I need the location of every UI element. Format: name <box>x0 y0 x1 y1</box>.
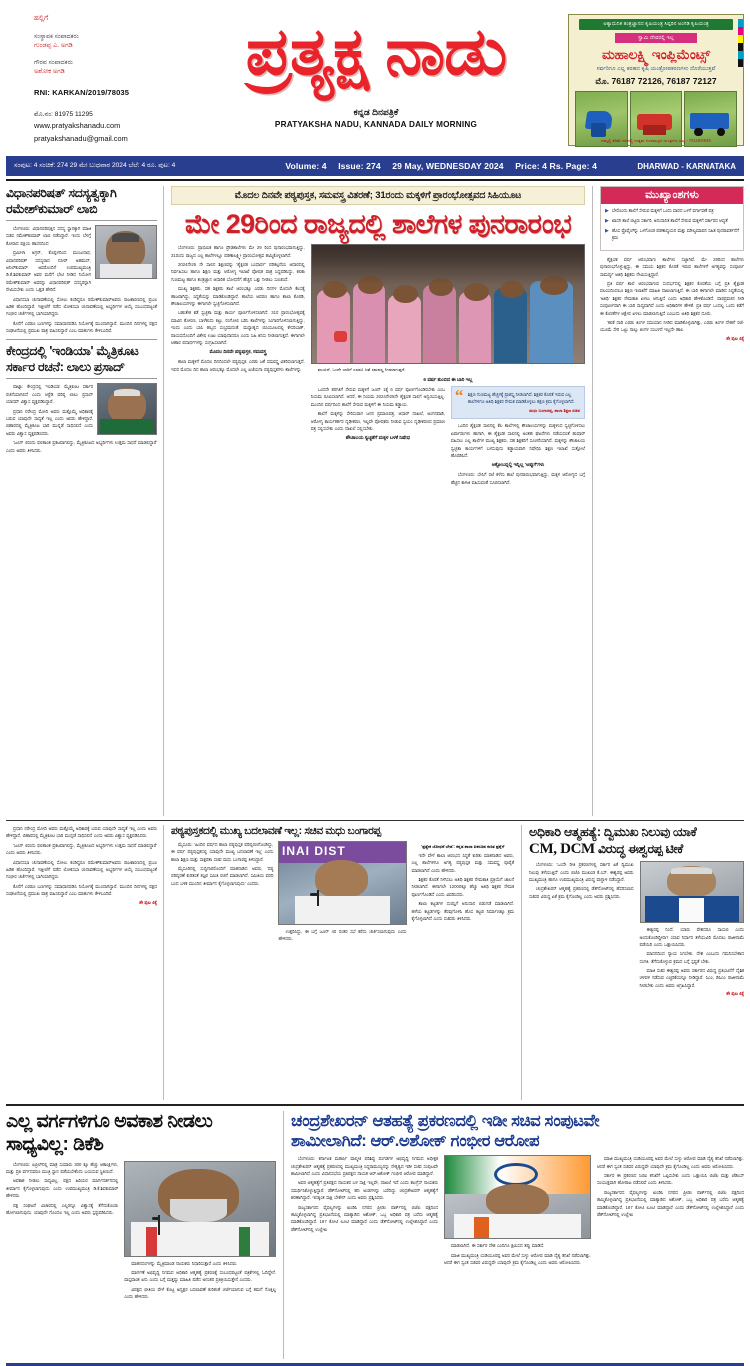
lead-story-columns <box>171 244 585 488</box>
ad-footer-text: ನಮ್ಮಲ್ಲಿ ಕಡಿಮೆ ದರದಲ್ಲಿ ಉತ್ತಮ ಗುಣಮಟ್ಟದ ಯಂತ್ರಗಳು ಲಭ್ಯ - 76119/6949 <box>601 138 711 143</box>
paragraph: ಮಾಜಿ ಸಚಿವ ಈಶ್ವರಪ್ಪ ಅವರು ಸರ್ಕಾರದ ವಿರುದ್ಧ ಪ್ರತಿಭಟನೆಗೆ ದೈಶಿಕ ಚಳವಳಿ ನಡೆಸುವ ಎಚ್ಚರಿಕೆಯನ್ನೂ ನೀಡಿದ್ದಾರೆ. ಸಿಎಂ, ಡಿಸಿಎಂ ರಾಜೀನಾಮೆ ನೀಡಬೇಕು ಎಂದು ಅವರು ಆಗ್ರಹಿಸಿದ್ದಾರೆ. <box>639 968 744 988</box>
continuation-marker: ಶೇ ಪುಟ 4ಕ್ಕೆ <box>139 899 157 905</box>
paragraph: 'ಜೂನ್ 4ರಂದು ಫಲಿತಾಂಶ ಪ್ರಕಟವಾಗಲಿದ್ದು, ಮೈತ್ರಿಕೂಟದ ಅಭ್ಯರ್ಥಿಗಳು ಉತ್ತಮ ಸಾಧನೆ ಮಾಡಲಿದ್ದಾರೆ' ಎಂದು ಅವರು ತಿಳಿಸಿದರು. <box>6 440 157 453</box>
rni-number: RNI: KARKAN/2019/78035 <box>34 88 130 98</box>
right-column <box>592 186 744 816</box>
story-ashok-headline-line2: ಶಾಮೀಲಾಗಿದೆ: ಆರ್.ಅಶೋಕ್ ಗಂಭೀರ ಆರೋಪ <box>291 1132 540 1151</box>
honorary-editor-label: ಗೌರವ ಸಂಪಾದಕರು <box>34 58 73 66</box>
paragraph: ಒಂದಿನ ಶೈಕ್ಷಣಿಕ ಸಾಲಿನಲ್ಲಿ ಕೆಲ ಶಾಲೆಗಳಲ್ಲಿ ಶೌಚಾಲಯಗಳನ್ನು ಮಕ್ಕಳಿಂದ ಸ್ವಚ್ಛಗೊಳಿಸಲು ಏರ್ಪಾಡುಗಳು ಹಾಗಾಗಿ, ಈ ಶೈಕ್ಷಣಿಕ ಸಾಲಿನಲ್ಲಿ ಅಂತಹ ಘಟನೆಗಳು ನಡೆಯದಂತೆ ಹುಷಾರ್ ವಹಿಸಲು ಎಲ್ಲ ಶಾಲೆಗಳ ಮುಖ್ಯ ಶಿಕ್ಷಕರು, ಸಹ ಶಿಕ್ಷಕರಿಗೆ ಸೂಚನೆಯಾಗಿದೆ. ಮಕ್ಕಳನ್ನು ಶೌಚಾಲಯ ಸ್ವಚ್ಛತಾ ಕಾರ್ಯಗಳಿಗೆ ಬಳಸುವುದು ಕಡ್ಡಾಯವಾಗಿ ನಿಷೇಧಿಸಿ ಶಿಕ್ಷಣ ಇಲಾಖೆ ಸುತ್ತೋಲೆ ಹೊರಡಿಸಿದೆ. <box>450 423 586 458</box>
paragraph: ಬೆಂಗಳೂರು: ಏಪ್ರಿಲ್‍ನಲ್ಲಿ ಮಾತ್ರ ಸುಮಾರು 300 ಕ್ಕೂ ಹೆಚ್ಚು ಆಕಾಂಕ್ಷಿಗಳು, ಮತ್ತು ಪ್ರತಿ ವರ್ಗದವರೂ ಮಂತ್ರಿ ಸ್ಥಾನ ಪಡೆಯಬೇಕೆಂದು ಬಯಸುವ ಸ್ಥಿತಿಯಿದೆ. <box>6 1161 119 1174</box>
lead-story[interactable] <box>164 186 592 816</box>
masthead-left-info <box>6 14 184 146</box>
contact-website[interactable]: www.pratyakshanadu.com <box>34 121 121 131</box>
list-item <box>605 208 739 215</box>
honorary-editor-name: ಅಶೋಕ ಅಗಡಿ <box>34 68 65 76</box>
photo-madhu-bangarappa: INAI DIST <box>278 841 406 925</box>
paragraph: ಬೆಂಗಳೂರು: ಕರ್ನಾಟಕ ಮಹರ್ಷಿ ವಾಲ್ಮೀಕಿ ಪರಿಶಿಷ್ಟ ಪಂಗಡಗಳ ಅಭಿವೃದ್ಧಿ ನಿಗಮದ ಅಧೀಕ್ಷಕ ಚಂದ್ರಶೇಖರನ್ ಆತ್ಮಹತ್ಯೆ ಪ್ರಕರಣದಲ್ಲಿ ಮುಖ್ಯಮಂತ್ರಿ ಸಿದ್ದರಾಮಯ್ಯನನ್ನು ನೇತೃತ್ವದ ಇಡೀ ಸಚಿವ ಸಂಪುಟವೇ ಶಾಮೀಲಾಗಿದೆ ಎಂದು ವಿಧಾನಸಭೆಯ ಪ್ರತಿಪಕ್ಷದ ನಾಯಕ ಆರ್.ಅಶೋಕ್ ಗಂಭೀರ ಆರೋಪ ಮಾಡಿದ್ದಾರೆ. <box>291 1156 438 1177</box>
paragraph: ರಾಜ್ಯಸರ್ಕಾರದ ವೈಫಲ್ಯಗಳನ್ನು ಖಂಡಿಸಿ ನಗರದ ಪ್ರೀಡಂ ಪಾರ್ಕ್‍ನಲ್ಲಿ ಬಿಜೆಪಿ ಪಕ್ಷದಿಂದ ಹಮ್ಮಿಕೊಳ್ಳಲಾಗಿದ್ದ ಪ್ರತಿಭಟನೆಯಲ್ಲಿ ಮಾತ್ಯಾಡಿದ ಅಶೋಕ್, ಒಬ್ಬ ಅಧಿಕಾರಿ ಪತ್ರ ಬರೆದು ಆತ್ಮಹತ್ಯೆ ಮಾಡಿಕೊಂಡಿದ್ದಾರೆ. 187 ಕೋಟಿ ಲೂಟಿ ಮಾಡಿದ್ದಾರೆ ಎಂದು ಡೆತ್‍ನೋಟ್‍ನಲ್ಲಿ ಉಲ್ಲೇಖಿಸಿದ್ದಾರೆ ಎಂದು ಡೆತ್‍ನೋಟ್‍ನಲ್ಲಿ ಉಲ್ಲೇಖ <box>291 1204 438 1232</box>
paragraph: ಒಂದನೇ ತರಗತಿಗೆ ಸೇರುವ ಮಕ್ಕಳಿಗೆ ಜೂನ್ 1ಕ್ಕೆ 6 ವರ್ಷ ಪೂರ್ಣಗೊಂಡಿರಬೇಕು ಎಂಬ ನಿಯಮ ರೂಪಿಸಲಾಗಿದೆ. ಆದರೆ, ಈ ನಿಯಮ 2024ನೇ25ನೇ ಶೈಕ್ಷಣಿಕ ಸಾಲಿಗೆ ಅನ್ವಯಿಸುತ್ತಿಲ್ಲ. ಮುಂದಿನ ವರ್ಷದಿಂದ ಶಾಲೆಗೆ ಸೇರುವ ಮಕ್ಕಳಿಗೆ ಈ ನಿಯಮ ಕಡ್ಡಾಯ. <box>310 386 445 407</box>
region-label: DHARWAD - KARNATAKA <box>637 161 736 171</box>
paragraph: ವಿಧಾನಸಭಾ ಚುನಾವಣೆಯಲ್ಲಿ ಸೋಲು ಕಂಡಿದ್ದರೂ ರಮೇಶ್‍ಕುಮಾರ್‍ಅವರು ರಾಜಕಾರಣದಲ್ಲಿ ಪ್ರಬಲ ಹಿಡಿತ ಹೊಂದಿದ್ದಾರೆ. ಇತ್ತೀಚೆಗೆ ನಡೆದ ಲೋಕಸಭಾ ಚುನಾವಣೆಯಲ್ಲಿ ಅಭ್ಯರ್ಥಿಗಳ ಆಯ್ಕೆ ಸಂಬಂಧಪಟ್ಟಂತೆ ಗಂಭೀರ ಚರ್ಚೆಗಳಲ್ಲಿ ಭಾಗಿಯಾಗಿದ್ದರು. <box>6 859 157 880</box>
date-label: 29 May, WEDNESDAY 2024 <box>392 161 504 171</box>
photo-caption: ಮಾತನದಂಗಳನ್ನು ಮೈತ್ರಿಮಾಂಡ ನಾಯಕರು ನಿಧಾರಿಸುತ್ತಾರೆ ಎಂದು ತಿಳಿಸಿದರು. <box>131 1260 238 1266</box>
paragraph: ಕೊನೆಗೆ ಎರಡೂ ಬಣಗಳನ್ನು ಸಮಾಧಾನಪಡಿಸಿ ನಿಯೋಗಕ್ಕೆ ಮುಂದಾಗಿದ್ದಾರೆ. ಮುಂದಿನ ದಿನಗಳಲ್ಲಿ ಪಕ್ಷದ ಸಂಘಟನೆಯಲ್ಲಿ ಪ್ರಮುಖ ಪಾತ್ರ ವಹಿಸಲಿದ್ದಾರೆ ಎಂಬ ಮಾತುಗಳು ಕೇಳಿಬಂದಿವೆ. <box>6 883 157 897</box>
list-item <box>605 218 739 225</box>
paragraph: ಮುಖ್ಯ ಶಿಕ್ಷಕರು, ಸಹ ಶಿಕ್ಷಕರು ಶಾಲೆ ಆರಂಭಕ್ಕೂ ಎರಡು ದಿನಗಳ ಮೊದಲೇ ಕೆಲಸಕ್ಕೆ ಹಾಜರಾಗಿದ್ದು, ಸಿದ್ಧತೆಯನ್ನು ಮಾಡಿಕೊಂಡಿದ್ದಾರೆ. ಶಾಲೆಯ ಆವರಣ ಹಾಗೂ ಶಾಲಾ ಕೊಠಡಿ, ಶೌಚಾಲಯಗಳನ್ನು ಈಗಾಗಲೇ ಸ್ವಚ್ಛಗೊಳಿಸಲಾಗಿದೆ. <box>171 286 305 306</box>
paragraph: ಶೈಕ್ಷಣಿಕ ವರ್ಷ ಆರಂಭವಾಗು ಶಾಲೆಗಳು ಸಜ್ಜಾಗಿವೆ. ಮೇ 29ರಿಂದ ಶಾಲೆಗಳು ಪುನಾರಂಭಗೊಳ್ಳುತ್ತಿದ್ದು, ಈ ಸಮಯ ಶಿಕ್ಷಕರ ಕೊರತೆ ಇರುವ ಶಾಲೆಗಳಿಗೆ ಅಗತ್ಯವನ್ನು ಸಂಪೂರ್ಣ ಸಾಮರ್ಥ್ಯ ಅತಿಥಿ ಶಿಕ್ಷಕರು ನೇಮಿಸುತ್ತಿದ್ದಾರೆ. <box>600 256 744 277</box>
photo-school-children <box>311 244 585 364</box>
paragraph: ಪ್ರಧಾನಿ ನರೇಂದ್ರ ಮೋದಿ ಅವರು ಮತ್ತೊಮ್ಮೆ ಅಧಿಕಾರಕ್ಕೆ ಬರುವ ಯಾವುದೇ ಸಾಧ್ಯತೆ ಇಲ್ಲ ಎಂದು ಅವರು ಹೇಳಿದ್ದಾರೆ. ಬಿಹಾರದಲ್ಲಿ ಮೈತ್ರಿಕೂಟ ಭಾರಿ ಮುನ್ನಡೆ ಸಾಧಿಸಲಿದೆ ಎಂದು ಅವರು ವಿಶ್ವಾಸ ವ್ಯಕ್ತಪಡಿಸಿದರು. <box>6 408 93 436</box>
lead-story-kicker: ಮೊದಲ ದಿನವೇ ಪಠ್ಯಪುಸ್ತಕ, ಸಮವಸ್ತ್ರ ವಿತರಣೆ; 31ರಂದು ಮಕ್ಕಳಿಗೆ ಪ್ರಾರಂಭೋತ್ಸವದ ಸಿಹಿಯೂಟ <box>171 186 585 205</box>
photo-caption: ಉತ್ತರಿಸಿದ್ದು, ಈ ಬಗ್ಗೆ ಜೂನ್ 4ರ ನಂತರ ಸಭೆ ಕರೆದು ಚರ್ಚಿಸಲಾಗುವುದು ಎಂದು ಹೇಳಿದರು. <box>278 928 407 942</box>
ad-phone-number: ಮೊ. 76187 72126, 76187 72127 <box>595 76 717 86</box>
pull-quote-text: ಶಿಕ್ಷಣ ಗುಣಮಟ್ಟ ಹೆಚ್ಚಳಕ್ಕೆ ಪ್ರಾಶಸ್ತ್ಯ ನೀಡಲಾಗಿದೆ. ಶಿಕ್ಷಕರ ಕೊರತೆ ಇರುವ ಎಲ್ಲ ಶಾಲೆಗಳಿಗೂ ಅತಿಥಿ ಶಿಕ್ಷಕರ ನೇಮಕ ಮಾಡಿಕೊಳ್ಳಲು ತಕ್ಷಣ ಕ್ರಮ ಕೈಗೊಳ್ಳಲಾಗಿದೆ. <box>467 391 575 405</box>
list-item <box>605 228 739 242</box>
paragraph: ಇದೇ ವೇಳೆ ಶಾಲಾ ಆರಂಭದ ಸಿದ್ಧತೆ ಕುರಿತು ಮಾತನಾಡಿದ ಅವರು, ಎಲ್ಲ ಶಾಲೆಗಳಿಗೂ ಅಗತ್ಯ ಪಠ್ಯಪುಸ್ತಕ ಮತ್ತು ಸಮವಸ್ತ್ರ ಪೂರೈಕೆ ಮಾಡಲಾಗಿದೆ ಎಂದು ಹೇಳಿದರು. <box>411 852 515 873</box>
paragraph: ಮಾದನದಿಂದ ನ್ಯಾಯ ಸಿಗಬೇಕು. ದೇಶ ಎಂಬುದು ಗಮನಿಸಬೇಕಾದ ಸಂಗತಿ. ತೆಗೆದುಕೊಳ್ಳುವ ಕ್ರಮದ ಬಗ್ಗೆ ಸ್ಪಷ್ಟತೆ ಬೇಕು. <box>639 951 744 964</box>
highlights-title: ಮುಖ್ಯಾಂಶಗಳು <box>601 187 743 204</box>
paragraph: ಕೊನೆಗೆ ಎರಡೂ ಬಣಗಳನ್ನು ಸಮಾಧಾನಪಡಿಸಿ ನಿಯೋಗಕ್ಕೆ ಮುಂದಾಗಿದ್ದಾರೆ. ಮುಂದಿನ ದಿನಗಳಲ್ಲಿ ಪಕ್ಷದ ಸಂಘಟನೆಯಲ್ಲಿ ಪ್ರಮುಖ ಪಾತ್ರ ವಹಿಸಲಿದ್ದಾರೆ ಎಂಬ ಮಾತುಗಳು ಕೇಳಿಬಂದಿವೆ. <box>6 320 157 334</box>
paragraph: ಶಿಕ್ಷಕರ ಕೊರತೆ ನೀಗಿಸಲು ಅತಿಥಿ ಶಿಕ್ಷಕರ ನೇಮಕಾತಿ ಪ್ರಕ್ರಿಯೆಗೆ ಚಾಲನೆ ನೀಡಲಾಗಿದೆ. ಈಗಾಗಲೇ 12000ಕ್ಕೂ ಹೆಚ್ಚು ಅತಿಥಿ ಶಿಕ್ಷಕರ ನೇಮಕ ಪೂರ್ಣಗೊಂಡಿದೆ ಎಂದು ವಿವರಿಸಿದರು. <box>411 877 515 897</box>
continuation-marker: ಶೇ ಪುಟ 4ಕ್ಕೆ <box>726 335 744 341</box>
lead-story-headline: ಮೇ 29ರಿಂದ ರಾಜ್ಯದಲ್ಲಿ ಶಾಲೆಗಳ ಪುನರಾರಂಭ <box>184 209 572 239</box>
triangle-bullet-icon: ▶ <box>605 217 609 224</box>
lead-story-col-1 <box>171 244 305 488</box>
paragraph: ಮೈಸೂರು: 'ಹಿಂದಿನ ವರ್ಷದ ಶಾಲಾ ಪಠ್ಯಪುಸ್ತಕ ಪರಿಷ್ಕರಣಗೊಂಡಿದ್ದು, ಈ ವರ್ಷ ಪಠ್ಯಪುಸ್ತಕದಲ್ಲಿ ಯಾವುದೇ ಮುಖ್ಯ ಬದಲಾವಣೆ ಇಲ್ಲ' ಎಂದು ಶಾಲಾ ಶಿಕ್ಷಣ ಮತ್ತು ಸಾಕ್ಷರತಾ ಸಚಿವ ಮಧು ಬಂಗಾರಪ್ಪ ತಿಳಿಸಿದ್ದಾರೆ. <box>171 841 274 862</box>
story-eshwarappa-headline-line1: ಅಧಿಕಾರಿ ಆತ್ಮಹತ್ಯೆ: ದ್ವಿಮುಖ ನಿಲುವು ಯಾಕೆ <box>529 825 697 839</box>
highlights-box <box>600 186 744 251</box>
ad-top-strip: ಅತ್ಯಾಧುನಿಕ ತಂತ್ರಜ್ಞಾನದ ಕೃಷಿಯಂತ್ರ ಸಿಪ್ಪರಿನ ಅಂಗಡಿ ಕೃಷಿಯಂತ್ರ <box>579 19 733 30</box>
paragraph: ಚಂದ್ರಶೇಖರನ್ ಆತ್ಮಹತ್ಯೆ ಪ್ರಕರಣದಲ್ಲಿ ಡೆತ್‍ನೋಟ್‍ನಲ್ಲಿ ಹೆಸರಿಸಲಾದ ಸಚಿವರ ವಿರುದ್ಧ ಏಕೆ ಕ್ರಮ ಕೈಗೊಂಡಿಲ್ಲ ಎಂದು ಅವರು ಪ್ರಶ್ನಿಸಿದರು. <box>529 886 634 899</box>
highlight-text: ಬೇರೊಂದು ಶಾಲೆಗೆ ಸೇರುವ ಮಕ್ಕಳಿಗೆ ಒಂದು ವಾರದ ಒಳಗೆ ವರ್ಗಾವಣೆ ಪತ್ರ <box>611 208 714 213</box>
issue-info-kannada: ಸಂಪುಟ: 4 ಸಂಚಿಕೆ: 274 29 ಮೇ ಬುಧವಾರ 2024 ಬೆಲೆ: 4 ರೂ. ಪುಟ: 4 <box>14 162 176 169</box>
lead-story-subhead-4: ಅಕ್ಟೋಬರ್‍ನಲ್ಲಿ ಇನ್ನಿಲ್ಲ 'ಅಪ್ಪುಗೆ'ಗಳು <box>491 463 545 469</box>
paragraph: ಮೈಸೂರಿನಲ್ಲಿ ಸುದ್ದಿಗಾರರೊಂದಿಗೆ ಮಾತನಾಡಿದ ಅವರು, 'ಪಠ್ಯ ಪರಿಷ್ಕರಣೆ ಕುರಿತಂತೆ ತಜ್ಞರ ಸಮಿತಿ ರಚನೆ ಮಾಡಲಾಗಿದೆ. ಸಮಿತಿಯ ವರದಿ ಬಂದ ಬಳಿಕ ಮುಂದಿನ ತೀರ್ಮಾನ ಕೈಗೊಳ್ಳಲಾಗುವುದು' ಎಂದರು. <box>171 866 274 886</box>
paragraph: ಬೆಂಗಳೂರು: ಬೇಸಿಗೆ ರಜೆ ಕಳೆದು ಶಾಲೆ ಪುನರಾರಂಭವಾಗುತ್ತಿದ್ದು, ಮಕ್ಕಳ ಆರೋಗ್ಯದ ಬಗ್ಗೆ ಹೆಚ್ಚಿನ ಕಾಳಜಿ ವಹಿಸುವಂತೆ ಸೂಚಿಸಲಾಗಿದೆ. <box>450 472 586 485</box>
paragraph: ಅವಕಾಶ ನೀಡಲು ಸಾಧ್ಯವಿಲ್ಲ. ಪಕ್ಷದ ಹಿರಿಯರ ಮಾರ್ಗದರ್ಶನದಲ್ಲಿ ತೀರ್ಮಾನ ಕೈಗೊಳ್ಳಲಾಗುವುದು ಎಂದು ಉಪಮುಖ್ಯಮಂತ್ರಿ ಡಿ.ಕೆ.ಶಿವಕುಮಾರ್ ಹೇಳಿದರು. <box>6 1178 119 1199</box>
story-eshwarappa[interactable] <box>522 825 744 1100</box>
paragraph: ಶಾಲೆಗೆ ಮಕ್ಕಳನ್ನು ಸೇರಿಸುವಾಗ ಜನನ ಪ್ರಮಾಣಪತ್ರ, ಆಧಾರ್ ದಾಖಲೆ, ಅಂಗನವಾಡಿ, ಆರೋಗ್ಯ ಕಾರ್ಯಕರ್ತರ ದೃಢೀಕರಣ, ಇಲ್ಲವೇ ಪೋಷಕರು ನೀಡುವ ಸ್ವಯಂ ದೃಢೀಕರಣದ ಪ್ರಮಾಣ ಪತ್ರ ಸಲ್ಲಿಸಬೇಕು ಎಂದು ದಾಖಲೆ ಸಲ್ಲಿಸಬೇಕು. <box>310 411 445 431</box>
tagline-english: PRATYAKSHA NADU, KANNADA DAILY MORNING <box>274 120 478 130</box>
story-madhu-subhead: 'ಪ್ರತ್ಯೇಕ ಬೋಧನೆ ಬೇಡ': ಕನ್ನಡ ಶಾಲಾ ಏಕರೂಪ ಕುರಿತ ಪ್ರಶ್ನೆಗೆ <box>421 843 505 849</box>
paragraph: ಬೆಂಗಳೂರು: ಪ್ರಾಥಮಿಕ ಹಾಗೂ ಪ್ರೌಢಶಾಲೆಗಳು ಮೇ 29 ರಿಂದ ಪುನಾರಂಭವಾಗುತ್ತಿದ್ದು, 31ರಂದು ರಾಜ್ಯದ ಎಲ್ಲ ಶಾಲೆಗಳಲ್ಲೂ ಪಠಣಾಲಕ್ಷ್ಮೀ ಪ್ರಾರಂಭೋತ್ಸವ ಹಮ್ಮಿಕೊಳ್ಳಲಾಗಿದೆ. <box>171 245 305 258</box>
quote-mark-icon: “ <box>454 385 464 405</box>
print-registration-colorbar <box>738 19 743 67</box>
paragraph: ಪ್ರತಿ ವರ್ಷ ಶಾಲೆ ಆರಂಭವಾಗುವ ಸಂದರ್ಭದಲ್ಲಿ ಶಿಕ್ಷಕರ ಕೊರತೆಯ ಬಗ್ಗೆ ಪ್ರತಿ ಶೈಕ್ಷಣಿಕ ವಲಯದಿಂದಲೂ ಶಿಕ್ಷಣ ಇಲಾಖೆಗೆ ಮಾಹಿತಿ ದಾಖಲಾಗುತ್ತಿದೆ. ಈ ಬಾರಿ ಈಗಾಗಲೇ ಮಾಡಿದ ಸಿದ್ಧತೆಯಲ್ಲಿ 'ಅತಿಥಿ' ಶಿಕ್ಷಕರ ನೇಮಕಾತಿ ಏಳಲು ಆಗುತ್ತಿದೆ ಎಂದು ಅಧಿಕಾರಿ ಹೇಳಿಕೊಂಡಿದೆ. ಪಾಠಪ್ರವಚನ ನೀಡಿ ಸಂಪೂರ್ಣವಾಗಿ ಈ ಬಾರಿ ಸಾಧ್ಯವಾಗಿದೆ ಎಂದು ಅಧಿಕಾರಿಗಳ ಹೇಳಿಕೆ. ಪ್ರತಿ ವರ್ಷ ಒಂದಲ್ಲ ಒಂದು ಕಡೆಗೆ ಈ ಕೊರತೆಗಳ ಆಕ್ಷೇಪ ಏಳಲು ಮಾಡಲಾಗುತ್ತಿದೆ ಎಂಬುದು ಅತಿಥಿ ಶಿಕ್ಷಕರ ದೂರು. <box>600 280 744 316</box>
contact-email[interactable]: pratyakshanadu@gmail.com <box>34 134 128 144</box>
ad-subtitle: ಸರ್ವರಿಗೂ ಎಲ್ಲ ತರಹದ ಕೃಷಿ ಯಂತ್ರೋಪಕರಣಗಳು ದೊರೆಯುತ್ತವೆ <box>596 66 716 72</box>
paragraph: ಪ್ರಮೀಳಾ ಅಗ್ರರ್, ಕೊಪ್ಪಳದಿಂದ ಮಂಜುನಾಥ, ವಿಧಾನಪರಿಷತ್ ಸದಸ್ಯರಾದ ನಸೀರ್ ಅಹಮದ್, ಅನಿಲ್‍ಕುಮಾರ್ ಅವರೊಂದಿಗೆ ಉಪಮುಖ್ಯಮಂತ್ರಿ ಡಿ.ಕೆ.ಶಿವಕುಮಾರ್ ಅವರ ಮನೆಗೆ ಭೇಟಿ ನೀಡಿದ ನಿಯೋಗ ರಮೇಶ್‍ಕುಮಾರ್ ಅವರನ್ನು ವಿಧಾನಪರಿಷತ್ ಸದಸ್ಯರನ್ನಾಗಿ ನೇಮಿಸಬೇಕು ಎಂದು ಒತ್ತಡ ಹೇರಿದೆ. <box>6 250 91 293</box>
right-column-body <box>600 256 744 334</box>
lead-story-subhead-3: ಶೌಚಾಲಯ ಸ್ವಚ್ಛತೆಗೆ ಮಕ್ಕಳ ಬಳಕೆ ನಿಷೇಧ <box>345 436 410 442</box>
paragraph: ಪಾಟ್ನಾ: ಕೇಂದ್ರದಲ್ಲಿ 'ಇಂಡಿಯಾ' ಮೈತ್ರಿಕೂಟ ಸರ್ಕಾರ ರಚನೆಯಾಗಲಿದೆ ಎಂದು ಆರ್‍ಜೆಡಿ ವರಿಷ್ಠ ಲಾಲು ಪ್ರಸಾದ್ ಯಾದವ್ ವಿಶ್ವಾಸ ವ್ಯಕ್ತಪಡಿಸಿದ್ದಾರೆ. <box>6 384 93 405</box>
paragraph: ಶಾಲಾ ಕಟ್ಟಡಗಳ ದುರಸ್ತಿಗೆ ಅನುದಾನ ಬಿಡುಗಡೆ ಮಾಡಲಾಗಿದೆ. ಹಳೆಯ ಕಟ್ಟಡಗಳನ್ನು ತೆರವುಗೊಳಿಸಿ ಹೊಸ ಕಟ್ಟಡ ನಿರ್ಮಾಣಕ್ಕೂ ಕ್ರಮ ಕೈಗೊಳ್ಳಲಾಗಿದೆ ಎಂದು ಸಚಿವರು ತಿಳಿಸಿದರು. <box>411 901 515 922</box>
contact-block <box>34 109 184 146</box>
paragraph: 2024ನೇ25 ನೇ ಸಾಲಿನ ಶಿಕ್ಷಣವನ್ನು 'ಶೈಕ್ಷಣಿಕ ಬಂಧಾರ್ಥ' ಪರಿಕಲ್ಪನೆಯ ಆಧಾರದಲ್ಲಿ ನಿರ್ವಹಿಸಲು ಹಾಗೂ ಶಿಕ್ಷಣ ಮತ್ತು ಆರೋಗ್ಯ ಇಲಾಖೆ ಪೋಷಕ ಪಾತ್ರ ಸಿದ್ಧಪಡಿಸಿದ್ದು, ಕಲಿಕಾ ಗುಣಮಟ್ಟ ಹಾಗೂ ಶಂತ್ರಜ್ಞಾನ ಆಧಾರಿತ ಬೋಧನೆಗೆ ಹೆಚ್ಚಿನ ಒತ್ತು ನೀಡಲು ಸೂಚಿಸಿದೆ. <box>171 262 305 282</box>
photo-eshwarappa <box>640 861 745 923</box>
issue-info-bar <box>6 156 744 176</box>
story-ramesh-kumar[interactable] <box>6 186 157 334</box>
pull-quote-box <box>451 386 585 419</box>
photo-r-ashok <box>444 1155 591 1239</box>
paragraph: ಪಕ್ಷ ಸಂಘಟನೆ ವಿಚಾರದಲ್ಲಿ ಎಲ್ಲರನ್ನೂ ವಿಶ್ವಾಸಕ್ಕೆ ತೆಗೆದುಕೊಂಡು ಹೋಗಲಾಗುವುದು. ಯಾವುದೇ ಗೊಂದಲ ಇಲ್ಲ ಎಂದು ಅವರು ಸ್ಪಷ್ಟಪಡಿಸಿದರು. <box>6 1202 119 1215</box>
lead-story-col-2 <box>311 244 585 488</box>
masthead <box>6 0 744 152</box>
story-dks-headline: ಎಲ್ಲ ವರ್ಗಗಳಿಗೂ ಅವಕಾಶ ನೀಡಲು ಸಾಧ್ಯವಿಲ್ಲ: ಡಿಕೆಶಿ <box>6 1111 213 1155</box>
highlights-list <box>601 204 743 250</box>
highlight-text: ಹೊಸ ಪ್ರೊಫೈಲ್‍ನ್ನು ಒಳಗೊಂಡ ಪಠಣಾಧ್ಯಯನ ಮತ್ತು ಮೌಲ್ಯಮಾಪನ ಸಹಿತ ಪುನರಾವರ್ತನೆಗೆ ಕ್ರಮ <box>611 227 739 240</box>
paragraph: ಶಾಲಾ ಮಕ್ಕಳಿಗೆ ಮೊದಲ ದಿನದಿಂದಲೇ ಪಠ್ಯಪುಸ್ತಕ. ಎರಡು ಜತೆ ಸಮವಸ್ತ್ರ ವಿತರಿಸಲಾಗುತ್ತದೆ. ಇದರ ಮೊದಲ ದಿನ ಶಾಲಾ ಆರಂಭಕ್ಕೂ ಮೊದಲೇ ಎಲ್ಲ ಏಜೆಯಗಾ ಪಠ್ಯಪುಸ್ತಕಗಳು ಶಾಲೆಗಳನ್ನು <box>171 359 305 372</box>
headline-english-part: CM, DCM <box>529 841 595 858</box>
issue-info-english <box>254 161 637 171</box>
volume-label: Volume: 4 <box>285 161 327 171</box>
paragraph: 'ಜೂನ್ 4ರಂದು ಫಲಿತಾಂಶ ಪ್ರಕಟವಾಗಲಿದ್ದು, ಮೈತ್ರಿಕೂಟದ ಅಭ್ಯರ್ಥಿಗಳು ಉತ್ತಮ ಸಾಧನೆ ಮಾಡಲಿದ್ದಾರೆ' ಎಂದು ಅವರು ತಿಳಿಸಿದರು. <box>6 842 157 856</box>
paragraph: ಈಶ್ವರಪ್ಪ ನಿಂದೆ. ಯಾರು ಪೇಶದರೂ ಸಾಯಲಿ ಎಂದು ಅಂದುಕೊಂಡಿದ್ದೀರಾ? ಯಾವ ನಿರ್ಧಾರ ತಳೆಯುವಿರಿ ಮೊದಲು ರಾಜೀನಾಮೆ ಪಡೆಯಿರಿ ಎಂದು ಒತ್ತಾಯಿಸಿದರು. <box>639 927 744 947</box>
honorary-editor-block <box>34 58 184 78</box>
story-ashok-headline-line1: ಚಂದ್ರಶೇಖರನ್ ಆತಹತ್ಯೆ ಪ್ರಕರಣದಲ್ಲಿ ಇಡೀ ಸಚಿವ ಸಂಪುಟವೇ <box>291 1112 600 1130</box>
lead-story-photo-caption <box>311 367 585 374</box>
second-band <box>6 820 744 1100</box>
paragraph: ಮಾಜಿ ಮುಖ್ಯಮಂತ್ರಿ ಯಡಿಯೂರಪ್ಪ ಅವರ ಮೇಲೆ ಸುಳ್ಳು ಆರೋಪ ಮಾಡಿ ದೈತ್ಯ ತನಿಖೆ ನಡೆಸಲಾಗಿತ್ತು. ಆದರೆ ಈಗ ಸ್ವಂತ ಸಚಿವರ ವಿರುದ್ಧವೇ ಯಾವುದೇ ಕ್ರಮ ಕೈಗೊಂಡಿಲ್ಲ ಎಂದು ಅವರು ಆರೋಪಿಸಿದರು. <box>597 1156 744 1169</box>
story-lalu-prasad-headline: ಕೇಂದ್ರದಲ್ಲಿ 'ಇಂಡಿಯಾ' ಮೈತ್ರಿಕೂಟ ಸರ್ಕಾರ ರಚನೆ: ಲಾಲು ಪ್ರಸಾದ್ <box>6 339 157 379</box>
story-madhu-headline: ಪಠ್ಯಪುಸ್ತಕದಲ್ಲಿ ಮುಖ್ಯ ಬದಲಾವಣೆ ಇಲ್ಲ: ಸಚಿವ ಮಧು ಬಂಗಾರಪ್ಪ <box>171 825 381 837</box>
masthead-rule <box>6 179 744 181</box>
newspaper-logo: ಪ್ರತ್ಯಕ್ಷ ನಾಡು <box>245 14 507 88</box>
price-page-label: Price: 4 Rs. Page: 4 <box>515 161 597 171</box>
third-band <box>6 1104 744 1359</box>
paragraph: ರಾಜ್ಯಸರ್ಕಾರದ ವೈಫಲ್ಯಗಳನ್ನು ಖಂಡಿಸಿ ನಗರದ ಪ್ರೀಡಂ ಪಾರ್ಕ್‍ನಲ್ಲಿ ಬಿಜೆಪಿ ಪಕ್ಷದಿಂದ ಹಮ್ಮಿಕೊಳ್ಳಲಾಗಿದ್ದ ಪ್ರತಿಭಟನೆಯಲ್ಲಿ ಮಾತ್ಯಾಡಿದ ಅಶೋಕ್, ಒಬ್ಬ ಅಧಿಕಾರಿ ಪತ್ರ ಬರೆದು ಆತ್ಮಹತ್ಯೆ ಮಾಡಿಕೊಂಡಿದ್ದಾರೆ. 187 ಕೋಟಿ ಲೂಟಿ ಮಾಡಿದ್ದಾರೆ ಎಂದು ಡೆತ್‍ನೋಟ್‍ನಲ್ಲಿ ಉಲ್ಲೇಖಿಸಿದ್ದಾರೆ ಎಂದು ಡೆತ್‍ನೋಟ್‍ನಲ್ಲಿ ಉಲ್ಲೇಖ <box>597 1189 744 1217</box>
paragraph: ಮಾಜಿ ಮುಖ್ಯಮಂತ್ರಿ ಯಡಿಯೂರಪ್ಪ ಅವರ ಮೇಲೆ ಸುಳ್ಳು ಆರೋಪ ಮಾಡಿ ದೈತ್ಯ ತನಿಖೆ ನಡೆಸಲಾಗಿತ್ತು. ಆದರೆ ಈಗ ಸ್ವಂತ ಸಚಿವರ ವಿರುದ್ಧವೇ ಯಾವುದೇ ಕ್ರಮ ಕೈಗೊಂಡಿಲ್ಲ ಎಂದು ಅವರು ಆರೋಪಿಸಿದರು. <box>444 1252 591 1266</box>
photo-lalu-prasad <box>97 383 157 435</box>
paragraph: ಬಹುತೇಕ ಕಡೆ ಸ್ವಚ್ಛತಾ ಮತ್ತು ಕಾರ್ಯ ಪೂರ್ಣಗೊಳಿಸಲಾಗಿದೆ. 31ರ ಪ್ರಾರಂಭೋತ್ಸವಕ್ಕೆ ಮಾವಿನ ತೋರಣ, ಬಾಳೆಕಂದು ಕಟ್ಟು, ರಂಗೋಲಿ ಬರಿಸಿ ಶಾಲೆಗಳನ್ನು ಸಿಂಗಾರಗೊಳಿಸಲಾಗುತ್ತಿದ್ದು, ಇಂದು ಎಂದು ಬಾಸಿ ಹಬ್ಬದ ಸಂಭ್ರಮದಂತೆ. ಮಧ್ಯಾಹ್ನದ ಬಿಸಿಯೂಟದಲ್ಲಿ ಕೇಸರಿಬಾತ್, ಪಾಯಸದೊಂದಿಗೆ ವಿಶೇಷ ಊಟ ಯಾವುದಾದರೂ ಎಂದು ಸಿಹಿ ತಿನಿಸು ನೀಡಲಾಗುತ್ತದೆ. ಈಗಾಗಲೇ ಆಹಾರ ಪದಾರ್ಥಗಳನ್ನು ಸಂಗ್ರಹಿಸಲಾಗಿದೆ. <box>171 310 305 345</box>
founder-editor-block <box>34 32 184 52</box>
story-madhu-bangarappa[interactable] <box>164 825 522 1100</box>
lead-story-subhead-2: 6 ವರ್ಷ ತುಂಬಿದ ಈ ಬಾರಿ ಇಲ್ಲ <box>423 377 473 383</box>
paragraph: ಮಾಡಲಾಗಿದೆ. ಈ ಸರ್ಕಾರ ದೇಶ ಎಂದಿಗೂ ಕ್ಷಮಿಸದ ತಪ್ಪು ಮಾಡಿದೆ. <box>451 1243 545 1249</box>
paragraph: ಬೆಂಗಳೂರು: 'ಒಂದೇ ರೀತಿ ಪ್ರಕರಣಗಳಲ್ಲಿ ಸರ್ಕಾರ ಏಕೆ ದ್ವಿಮುಖ ನಿಲುವು ತಳೆಯುತ್ತಿದೆ' ಎಂದು ಬಿಜೆಪಿ ಮುಖಂಡ ಕೆ.ಎಸ್. ಈಶ್ವರಪ್ಪ ಅವರು ಮುಖ್ಯಮಂತ್ರಿ ಹಾಗೂ ಉಪಮುಖ್ಯಮಂತ್ರಿ ವಿರುದ್ಧ ವಾಗ್ದಾಳಿ ನಡೆಸಿದ್ದಾರೆ. <box>529 862 634 882</box>
paragraph: ಬೆಂಗಳೂರು: ವಿಧಾನಪರಿಷತ್ತಿನ ಸದಸ್ಯ ಸ್ಥಾನಕ್ಕಾಗಿ ಮಾಜಿ ಸಚಿವ ರಮೇಶ್‍ಕುಮಾರ್ ಲಾಬಿ ನಡೆಸಿದ್ದಾರೆ. ಇಂದು ಬೆಳಗ್ಗೆ ಕೋರಾದ ಪಕ್ಷಿಯ ಹಾಸನದಿಂದ <box>6 226 91 246</box>
continuation-marker: ಶೇ ಪುಟ 4ಕ್ಕೆ <box>726 991 744 997</box>
masthead-bullet: ಹಲ್ಲಿಗೆ <box>34 15 49 22</box>
paragraph: ವಿಪಕ್ಷದ ಭೀತಿಯ ವೇಳೆ ಕೊಟ್ಟ ಅಧ್ಯಕ್ಷರ ಬದಲಾವಣೆ ಕುರಿತಂತೆ ಚರ್ಚೆಯಾಗುವ ಬಗ್ಗೆ ತಮಗೆ ಗೊತ್ತಿಲ್ಲ ಎಂದು ಹೇಳಿದರು. <box>124 1286 276 1300</box>
triangle-bullet-icon: ▶ <box>605 227 609 234</box>
story-ashok[interactable] <box>284 1111 744 1359</box>
photo-dk-shivakumar <box>124 1161 276 1257</box>
masthead-logo-area <box>184 14 568 129</box>
ad-second-strip: ಸ್ವಾಮಿ ದೇವರಲ್ಲಿ ಇಲ್ಲ <box>615 33 697 43</box>
paragraph: ವಿಧಾನಸಭಾ ಚುನಾವಣೆಯಲ್ಲಿ ಸೋಲು ಕಂಡಿದ್ದರೂ ರಮೇಶ್‍ಕುಮಾರ್‍ಅವರು ರಾಜಕಾರಣದಲ್ಲಿ ಪ್ರಬಲ ಹಿಡಿತ ಹೊಂದಿದ್ದಾರೆ. ಇತ್ತೀಚೆಗೆ ನಡೆದ ಲೋಕಸಭಾ ಚುನಾವಣೆಯಲ್ಲಿ ಅಭ್ಯರ್ಥಿಗಳ ಆಯ್ಕೆ ಸಂಬಂಧಪಟ್ಟಂತೆ ಗಂಭೀರ ಚರ್ಚೆಗಳಲ್ಲಿ ಭಾಗಿಯಾಗಿದ್ದರು. <box>6 296 157 317</box>
paragraph: ಅವರ ಆತ್ಮಹತ್ಯೆಗೆ ಪ್ರತಿಪಕ್ಷದ ನಾಯಕರ ಬಳ ಸಾಕ್ಷಿ ಇಲ್ಲವೇ, ದಾಖಲೆ ಇದೆ ಎಂದು ಕಾಂಗ್ರೆಸ್ ನಾಯಕರು ಸಮರ್ಥಿಸಿಕೊಳ್ಳುತ್ತಿದ್ದಾರೆ. ಡೆತ್‍ನೋಟ್‍ನಲ್ಲಿ ಹನಿ ಅಂಡಗಳನ್ನು ಬರೆದಿದ್ದು ಚಂದ್ರಶೇಖರನ್ ಆತ್ಮಹತ್ಯೆಗೆ ಶರಣಾಗಿದ್ದಾರೆ. ಇದಕ್ಕಿಂತ ಸಾಕ್ಷಿ ಬೇಕೇನ್ ಎಂದು ಅವರು ಪ್ರಶ್ನಿಸಿದರು. <box>291 1180 438 1201</box>
story-dk-shivakumar[interactable] <box>6 1111 284 1359</box>
issue-label: Issue: 274 <box>338 161 381 171</box>
paragraph: ಮಾರ್ಗಣೆ ಅಭಿವೃದ್ಧಿ ನಿಗಮದ ಅಧಿಕಾರಿ ಆತ್ಮಹತ್ಯೆ ಪ್ರಕರಣಕ್ಕೆ ಸಂಬಂಧಪಟ್ಟಂತೆ ಪತ್ರಿಕೆಗಳಲ್ಲಿ ಓದಿದ್ದೇನೆ. ವಾಸ್ತವಾಂಶ ಏನು ಎಂದು ಬಗ್ಗೆ ಮತ್ತಷ್ಟು ಮಾಹಿತಿ ಪಡೆದ ಅನಂತರ ಪ್ರತಿಕ್ರಿಯಿಸುತ್ತೇನೆ ಎಂದರು. <box>124 1269 276 1283</box>
story-eshwarappa-headline-line2 <box>529 840 744 858</box>
triangle-bullet-icon: ▶ <box>605 208 609 214</box>
headline-kannada-part: ವಿರುದ್ಧ ಈಶ್ವರಪ್ಪ ಟೀಕೆ <box>598 842 683 857</box>
story-lalu-prasad[interactable] <box>6 339 157 454</box>
second-band-left-spill <box>6 825 164 1100</box>
contact-phone: ಮೊ.ನಂ: 81975 11295 <box>34 110 93 118</box>
paragraph: 'ಕಲಿಕೆ ದಾರಿ ಎರಡು ತಿಂಗಳ ಸಮಯಾನ ನೀಡಿದ ಮಾಡಿಕೊಳ್ಳಲಾಗಿತ್ತು, ಎರಡು ತಿಂಗಳ ದೇಹಗೆ ರಜೆ-ಯೂಮೆ ಸೇರಿ ಒಟ್ಟು ನಾಲ್ಕು ತಿಂಗಳ ಸಂಬಳದೆ ಇಲ್ಲದೇ ಹಾಲ <box>600 319 744 333</box>
paragraph: ತಲುಪಿದೆ. ಒಂದೇ ಬಾರಿಗೆ ಎರಡೂ ಜತೆ ಸಮವಸ್ತ್ರ ನೀಡಲಾಗುತ್ತದೆ. <box>317 367 406 373</box>
masthead-advertisement[interactable] <box>568 14 744 146</box>
paragraph: ಸರ್ಕಾರ ಈ ಪ್ರಕರಣದ ಸಿಬಿಐ ತನಿಖೆಗೆ ಒಪ್ಪಿಸಬೇಕು ಎಂದು ಒತ್ತಾಯಿಸಿ ಬಿಜೆಪಿ ಮತ್ತು ಜೆಡಿಎಸ್ ಸಂಯುಕ್ತವಾಗಿ ಹೋರಾಟ ನಡೆಸಲಿವೆ ಎಂದು ತಿಳಿಸಿದರು. <box>597 1173 744 1186</box>
founder-editor-name: ಗುಂಡಪ್ಪ ಎ. ಅಗಡಿ <box>34 42 73 50</box>
tagline-kannada: ಕನ್ನಡ ದಿನಪತ್ರಿಕೆ <box>353 107 399 118</box>
lead-story-subhead-1: ಮೊದಲ ದಿನವೇ ಪಠ್ಯಪುಸ್ತಕ, ಸಮವಸ್ತ್ರ <box>209 350 267 356</box>
lead-story-lower-split <box>311 386 585 488</box>
story-ramesh-kumar-headline: ವಿಧಾನಪರಿಷತ್ ಸದಸ್ಯತ್ವಕ್ಕಾಗಿ ರಮೇಶ್‍ಕುಮಾರ್ ಲಾಬಿ <box>6 186 157 221</box>
pull-quote-source: ಮಧು ಬಂಗಾರಪ್ಪ, ಶಾಲಾ ಶಿಕ್ಷಣ ಸಚಿವ <box>529 408 581 414</box>
ad-brand-title: ಮಹಾಲಕ್ಷ್ಮಿ ಇಂಪ್ಲಿಮೆಂಟ್ಸ್ <box>602 47 710 62</box>
founder-editor-label: ಸಂಸ್ಥಾಪಕ ಸಂಪಾದಕರು <box>34 32 79 40</box>
main-content-grid <box>6 186 744 816</box>
photo-ramesh-kumar <box>95 225 157 279</box>
paragraph: ಪ್ರಧಾನಿ ನರೇಂದ್ರ ಮೋದಿ ಅವರು ಮತ್ತೊಮ್ಮೆ ಅಧಿಕಾರಕ್ಕೆ ಬರುವ ಯಾವುದೇ ಸಾಧ್ಯತೆ ಇಲ್ಲ ಎಂದು ಅವರು ಹೇಳಿದ್ದಾರೆ. ಬಿಹಾರದಲ್ಲಿ ಮೈತ್ರಿಕೂಟ ಭಾರಿ ಮುನ್ನಡೆ ಸಾಧಿಸಲಿದೆ ಎಂದು ಅವರು ವಿಶ್ವಾಸ ವ್ಯಕ್ತಪಡಿಸಿದರು. <box>6 826 157 839</box>
left-column <box>6 186 164 816</box>
highlight-text: ಖಾಸಗಿ ಶಾಲೆ ಬಿಟ್ಟರು ಸರ್ಕಾರಿ, ಅನುದಾನಿತ ಶಾಲೆಗೆ ಸೇರುವ ಮಕ್ಕಳಿಗೆ ಸರ್ಕಾರದ ಆದ್ಯತೆ <box>611 217 728 223</box>
